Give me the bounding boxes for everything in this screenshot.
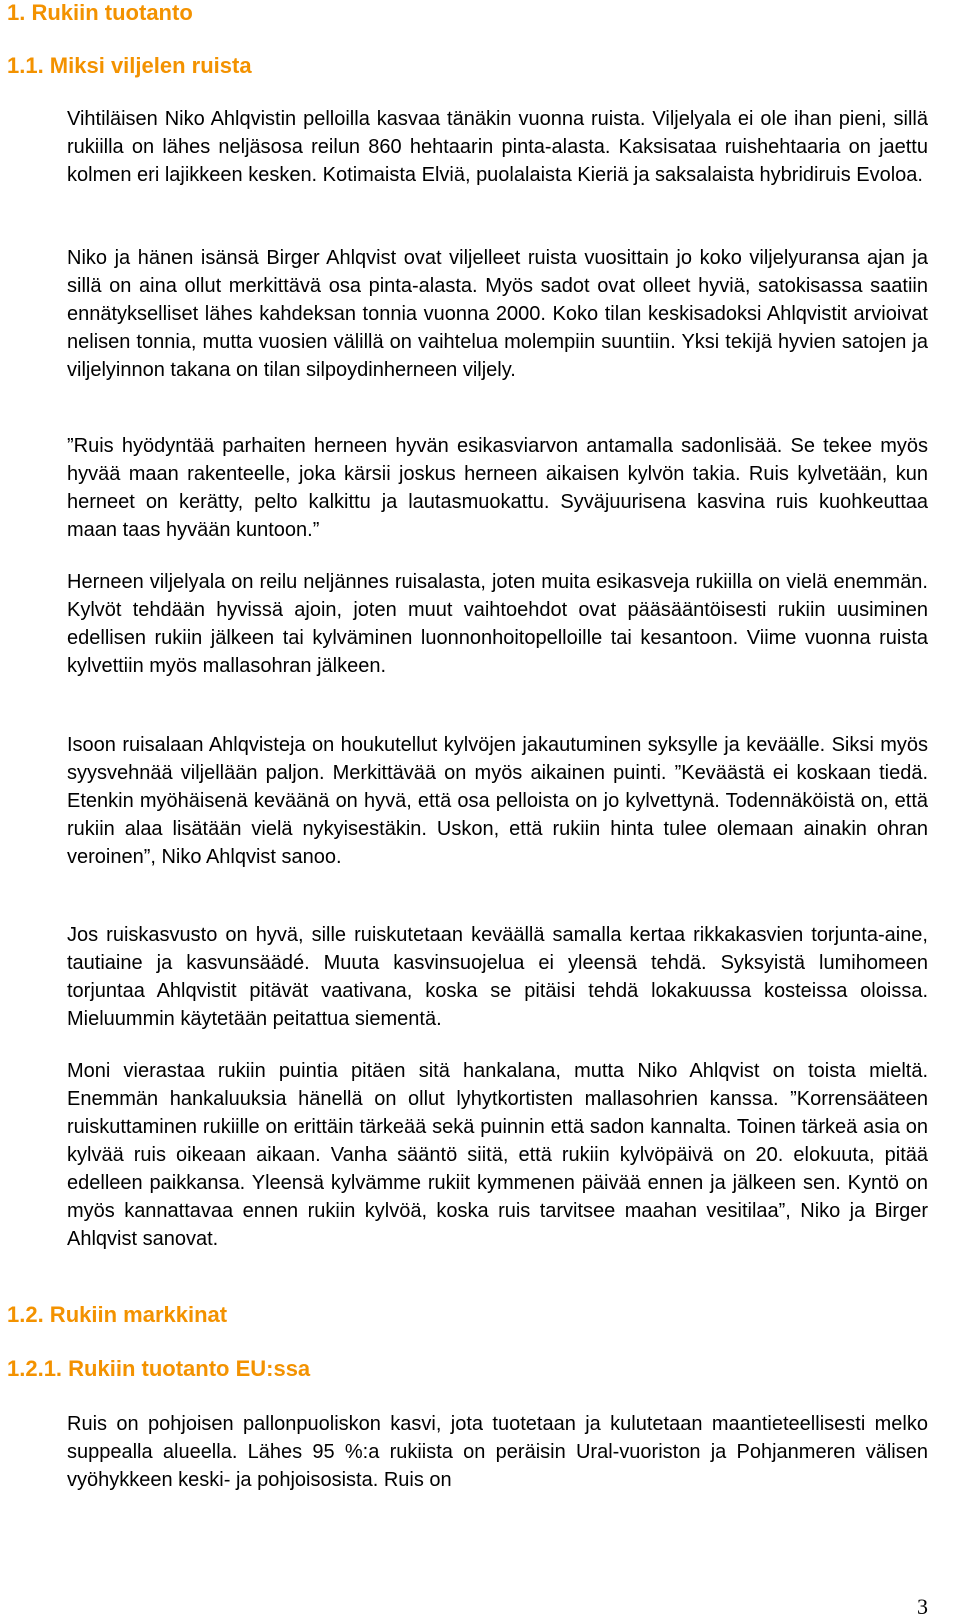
paragraph: Vihtiläisen Niko Ahlqvistin pelloilla kasvaa tänäkin vuonna ruista. Viljelyala ei ole ihan pieni, sillä rukiilla on lähes neljäsosa reilun 860 hehtaarin pinta-alasta. Kaksisataa ruishehtaaria on jaettu kolmen eri lajikkeen kesken. Kotimaista Elviä, puolalaista Kieriä ja saksalaista hybridiruis Evoloa. <box>67 108 928 186</box>
heading-1: 1. Rukiin tuotanto <box>7 0 193 25</box>
page-number: 3 <box>917 1594 928 1619</box>
paragraph: Jos ruiskasvusto on hyvä, sille ruiskutetaan keväällä samalla kertaa rikkakasvien torjunta-aine, tautiaine ja kasvunsäädé. Muuta kasvinsuojelua ei yleensä tehdä. Syksyistä lumihomeen torjuntaa Ahlqvistit pitävät vaativana, koska se pitäisi tehdä lokakuussa kosteissa oloissa. Mieluummin käytetään peitattua siementä. <box>67 924 928 1030</box>
paragraph: Ruis on pohjoisen pallonpuoliskon kasvi, jota tuotetaan ja kulutetaan maantieteellisesti melko suppealla alueella. Lähes 95 %:a rukiista on peräisin Ural-vuoriston ja Pohjanmeren välisen vyöhykkeen keski- ja pohjoisosista. Ruis on <box>67 1413 928 1491</box>
paragraph: Niko ja hänen isänsä Birger Ahlqvist ovat viljelleet ruista vuosittain jo koko viljelyuransa ajan ja sillä on aina ollut merkittävä osa pinta-alasta. Myös sadot ovat olleet hyviä, satokisassa saatiin ennätykselliset lähes kahdeksan tonnia vuonna 2000. Koko tilan keskisadoksi Ahlqvistit arvioivat nelisen tonnia, mutta vuosien välillä on vaihtelua molempiin suuntiin. Yksi tekijä hyvien satojen ja viljelyinnon takana on tilan silpoydinherneen viljely. <box>67 247 928 381</box>
heading-1-2-1: 1.2.1. Rukiin tuotanto EU:ssa <box>7 1356 311 1381</box>
paragraph: ”Ruis hyödyntää parhaiten herneen hyvän esikasviarvon antamalla sadonlisää. Se tekee myös hyvää maan rakenteelle, joka kärsii joskus herneen aikaisen kylvön takia. Ruis kylvetään, kun herneet on kerätty, pelto kalkittu ja lautasmuokattu. Syväjuurisena kasvina ruis kuohkeuttaa maan taas hyvään kuntoon.” <box>67 435 928 541</box>
paragraph: Herneen viljelyala on reilu neljännes ruisalasta, joten muita esikasveja rukiilla on vielä enemmän. Kylvöt tehdään hyvissä ajoin, joten muut vaihtoehdot ovat pääsääntöisesti rukiin uusiminen edellisen rukiin jälkeen tai kylväminen luonnonhoitopelloille tai kesantoon. Viime vuonna ruista kylvettiin myös mallasohran jälkeen. <box>67 571 928 677</box>
paragraph: Moni vierastaa rukiin puintia pitäen sitä hankalana, mutta Niko Ahlqvist on toista mieltä. Enemmän hankaluuksia hänellä on ollut lyhytkortisten mallasohrien kanssa. ”Korrensääteen ruiskuttaminen rukiille on erittäin tärkeää sekä puinnin että sadon kannalta. Toinen tärkeä asia on kylvää ruis oikeaan aikaan. Vanha sääntö siitä, että rukiin kylvöpäivä on 20. elokuuta, pitää edelleen paikkansa. Yleensä kylvämme rukiit kymmenen päivää ennen ja jälkeen sen. Kyntö on myös kannattavaa ennen rukiin kylvöä, koska ruis tarvitsee maahan vesitilaa”, Niko ja Birger Ahlqvist sanovat. <box>67 1060 928 1250</box>
heading-1-1: 1.1. Miksi viljelen ruista <box>7 53 252 78</box>
paragraph: Isoon ruisalaan Ahlqvisteja on houkutellut kylvöjen jakautuminen syksylle ja keväälle. Siksi myös syysvehnää viljellään paljon. Merkittävää on myös aikainen puinti. ”Keväästä ei koskaan tiedä. Etenkin myöhäisenä keväänä on hyvä, että osa pelloista on jo kylvettynä. Todennäköistä on, että rukiin alaa lisätään vielä nykyisestäkin. Uskon, että rukiin hinta tulee olemaan ainakin ohran veroinen”, Niko Ahlqvist sanoo. <box>67 734 928 868</box>
heading-1-2: 1.2. Rukiin markkinat <box>7 1302 228 1327</box>
